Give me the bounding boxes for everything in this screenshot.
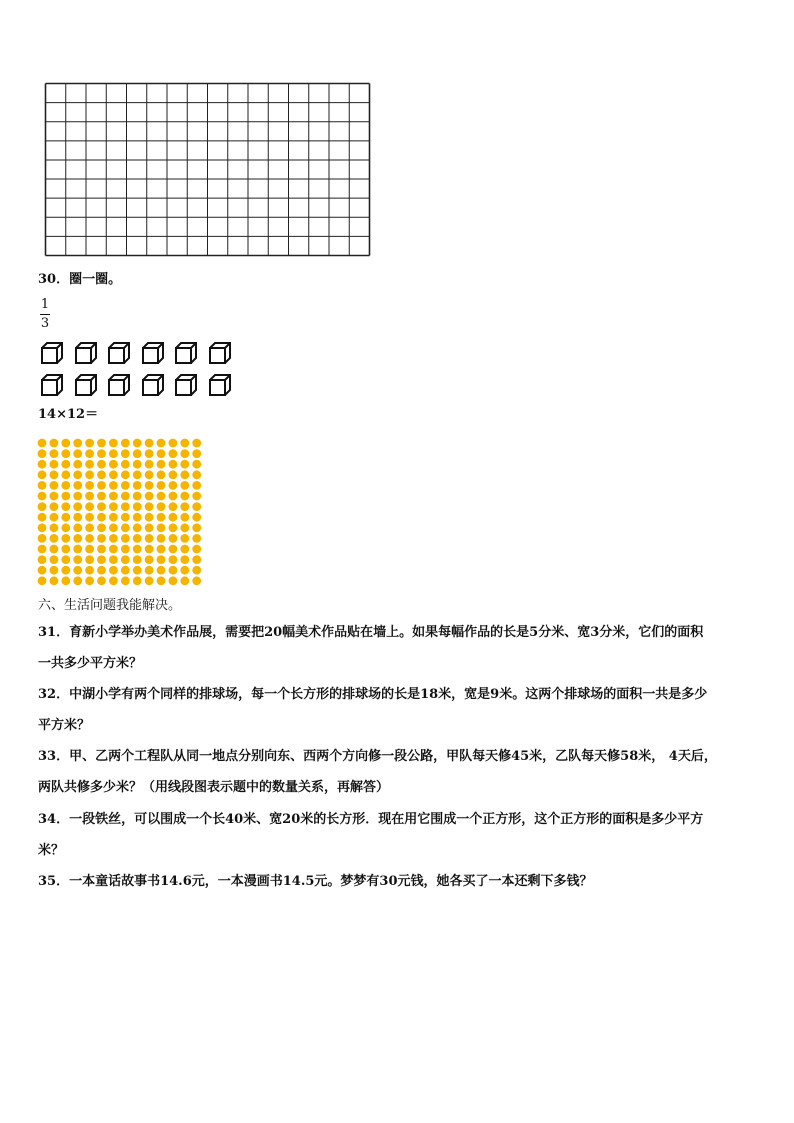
- cube-icon: [74, 341, 98, 365]
- question-32-line2: 平方米？: [38, 718, 91, 733]
- dot: [192, 534, 201, 543]
- dot: [192, 481, 201, 490]
- dot: [121, 439, 130, 448]
- dot: [157, 492, 166, 501]
- dot: [192, 523, 201, 532]
- dot: [97, 513, 106, 522]
- dot: [169, 481, 178, 490]
- dot: [192, 545, 201, 554]
- dot: [97, 555, 106, 564]
- dot: [73, 576, 82, 585]
- fraction-denominator: 3: [40, 316, 50, 331]
- section-6-heading: 六、生活问题我能解决。: [38, 598, 182, 613]
- dot: [97, 460, 106, 469]
- dot: [157, 576, 166, 585]
- dot: [61, 576, 70, 585]
- dot: [133, 566, 142, 575]
- dot: [121, 566, 130, 575]
- cube-icon: [141, 341, 165, 365]
- dot: [169, 545, 178, 554]
- dot: [50, 523, 59, 532]
- dot: [157, 460, 166, 469]
- dot: [180, 555, 189, 564]
- dot: [133, 439, 142, 448]
- dot: [61, 492, 70, 501]
- dot: [169, 439, 178, 448]
- dot: [61, 523, 70, 532]
- dot: [85, 502, 94, 511]
- dot: [97, 576, 106, 585]
- cube-icon: [208, 373, 232, 397]
- dot: [109, 470, 118, 479]
- dot: [73, 481, 82, 490]
- dot: [97, 534, 106, 543]
- dot: [73, 545, 82, 554]
- dot: [180, 513, 189, 522]
- dot: [180, 566, 189, 575]
- dot: [50, 576, 59, 585]
- dot: [121, 492, 130, 501]
- dot: [169, 449, 178, 458]
- dot: [61, 439, 70, 448]
- question-34-line1: 34．一段铁丝，可以围成一个长40米、宽20米的长方形．现在用它围成一个正方形，这个正方形的面积是多少平方: [38, 812, 704, 827]
- dot: [109, 439, 118, 448]
- dot: [121, 470, 130, 479]
- dot: [61, 449, 70, 458]
- dot: [85, 523, 94, 532]
- dot: [73, 523, 82, 532]
- dot: [50, 566, 59, 575]
- dot: [73, 566, 82, 575]
- dot: [192, 566, 201, 575]
- dot: [50, 449, 59, 458]
- dot: [180, 449, 189, 458]
- dot: [61, 481, 70, 490]
- dot: [145, 460, 154, 469]
- dot: [38, 555, 47, 564]
- dot: [50, 439, 59, 448]
- dot: [145, 481, 154, 490]
- dot: [97, 502, 106, 511]
- dot: [133, 460, 142, 469]
- dot: [157, 513, 166, 522]
- cube-icon: [174, 373, 198, 397]
- cube-icon: [107, 373, 131, 397]
- dot: [73, 439, 82, 448]
- multiplication-expression: 14×12＝: [38, 407, 99, 422]
- dot: [109, 534, 118, 543]
- dot: [85, 449, 94, 458]
- dot: [180, 545, 189, 554]
- dot: [133, 470, 142, 479]
- dot: [73, 460, 82, 469]
- dot: [121, 502, 130, 511]
- dot: [157, 545, 166, 554]
- dot: [133, 481, 142, 490]
- dot: [192, 555, 201, 564]
- dot: [38, 576, 47, 585]
- dot: [145, 566, 154, 575]
- dot: [50, 460, 59, 469]
- dot: [73, 492, 82, 501]
- dot: [61, 502, 70, 511]
- dot: [157, 523, 166, 532]
- dot: [157, 555, 166, 564]
- dot: [121, 523, 130, 532]
- dot: [192, 492, 201, 501]
- fraction-bar: [40, 314, 50, 315]
- dot: [157, 449, 166, 458]
- dot: [169, 460, 178, 469]
- dot: [61, 566, 70, 575]
- question-31-line2: 一共多少平方米？: [38, 656, 143, 671]
- question-31-line1: 31．育新小学举办美术作品展，需要把20幅美术作品贴在墙上。如果每幅作品的长是5分米、宽3分米，它们的面积: [38, 625, 704, 640]
- dot: [38, 460, 47, 469]
- dot: [133, 523, 142, 532]
- dot: [85, 460, 94, 469]
- dot: [121, 576, 130, 585]
- question-34-line2: 米？: [38, 843, 65, 858]
- dot: [85, 513, 94, 522]
- dot: [157, 534, 166, 543]
- dot: [121, 449, 130, 458]
- question-33-line1: 33．甲、乙两个工程队从同一地点分别向东、西两个方向修一段公路，甲队每天修45米，乙队每天修58米， 4天后，: [38, 749, 717, 764]
- dot: [169, 555, 178, 564]
- dot: [38, 566, 47, 575]
- dot: [169, 492, 178, 501]
- dot: [97, 492, 106, 501]
- dot: [85, 555, 94, 564]
- cube-icon: [40, 341, 64, 365]
- dot: [121, 534, 130, 543]
- dot: [50, 555, 59, 564]
- dot: [38, 545, 47, 554]
- dot: [145, 576, 154, 585]
- dot: [169, 523, 178, 532]
- dot: [192, 470, 201, 479]
- dot: [38, 481, 47, 490]
- question-35-line1: 35．一本童话故事书14.6元，一本漫画书14.5元。梦梦有30元钱，她各买了一本还剩下多钱？: [38, 874, 593, 889]
- dot: [145, 439, 154, 448]
- dot: [50, 470, 59, 479]
- dot: [169, 513, 178, 522]
- dot: [50, 502, 59, 511]
- dot: [73, 534, 82, 543]
- dot: [38, 523, 47, 532]
- dot: [73, 555, 82, 564]
- dot: [145, 545, 154, 554]
- dot: [157, 470, 166, 479]
- dot: [133, 534, 142, 543]
- dot: [145, 555, 154, 564]
- dot-array: [36, 437, 212, 587]
- dot: [169, 470, 178, 479]
- dot: [38, 492, 47, 501]
- dot: [73, 449, 82, 458]
- dot: [97, 566, 106, 575]
- question-30-label: 30．圈一圈。: [38, 272, 122, 287]
- dot: [192, 439, 201, 448]
- dot: [169, 502, 178, 511]
- dot: [192, 502, 201, 511]
- dot: [180, 523, 189, 532]
- dot: [133, 545, 142, 554]
- dot: [109, 492, 118, 501]
- dot: [109, 449, 118, 458]
- cube-icon: [74, 373, 98, 397]
- dot: [192, 449, 201, 458]
- dot: [145, 534, 154, 543]
- dot: [109, 523, 118, 532]
- dot: [133, 555, 142, 564]
- dot: [109, 555, 118, 564]
- dot: [192, 576, 201, 585]
- cube-icon: [141, 373, 165, 397]
- dot: [109, 566, 118, 575]
- dot: [121, 545, 130, 554]
- dot: [85, 481, 94, 490]
- dot: [133, 492, 142, 501]
- dot: [85, 534, 94, 543]
- cube-icon: [208, 341, 232, 365]
- dot: [157, 566, 166, 575]
- dot: [145, 449, 154, 458]
- dot: [61, 555, 70, 564]
- dot: [121, 555, 130, 564]
- dot: [180, 470, 189, 479]
- dot: [73, 502, 82, 511]
- dot: [38, 513, 47, 522]
- cube-icon: [174, 341, 198, 365]
- cube-icon: [107, 341, 131, 365]
- dot: [157, 481, 166, 490]
- dot: [145, 492, 154, 501]
- dot: [50, 492, 59, 501]
- dot: [61, 534, 70, 543]
- dot: [109, 513, 118, 522]
- dot: [180, 492, 189, 501]
- dot: [192, 460, 201, 469]
- dot: [50, 534, 59, 543]
- dot: [109, 502, 118, 511]
- dot: [85, 545, 94, 554]
- dot: [61, 470, 70, 479]
- dot: [61, 545, 70, 554]
- dot: [61, 513, 70, 522]
- dot: [133, 502, 142, 511]
- dot: [192, 513, 201, 522]
- dot: [157, 502, 166, 511]
- question-33-line2: 两队共修多少米？（用线段图表示题中的数量关系，再解答）: [38, 780, 390, 795]
- dot: [180, 502, 189, 511]
- dot: [50, 545, 59, 554]
- dot: [180, 481, 189, 490]
- square-grid: [44, 82, 372, 258]
- dot: [180, 460, 189, 469]
- dot: [97, 523, 106, 532]
- dot: [133, 449, 142, 458]
- dot: [97, 545, 106, 554]
- dot: [180, 439, 189, 448]
- dot: [97, 439, 106, 448]
- dot: [38, 502, 47, 511]
- dot: [121, 513, 130, 522]
- dot: [121, 460, 130, 469]
- dot: [133, 513, 142, 522]
- dot: [97, 481, 106, 490]
- dot: [109, 481, 118, 490]
- dot: [109, 576, 118, 585]
- dot: [121, 481, 130, 490]
- dot: [109, 545, 118, 554]
- dot: [145, 513, 154, 522]
- fraction-one-third: [38, 297, 52, 332]
- dot: [97, 449, 106, 458]
- question-32-line1: 32．中湖小学有两个同样的排球场，每一个长方形的排球场的长是18米，宽是9米。这两个排球场的面积一共是多少: [38, 687, 708, 702]
- dot: [73, 513, 82, 522]
- dot: [38, 470, 47, 479]
- dot: [85, 576, 94, 585]
- dot: [97, 470, 106, 479]
- dot: [61, 460, 70, 469]
- dot: [50, 481, 59, 490]
- dot: [180, 576, 189, 585]
- dot: [85, 439, 94, 448]
- dot: [85, 566, 94, 575]
- dot: [180, 534, 189, 543]
- dot: [38, 449, 47, 458]
- dot: [169, 566, 178, 575]
- dot: [73, 470, 82, 479]
- dot: [85, 492, 94, 501]
- dot: [169, 576, 178, 585]
- dot: [38, 534, 47, 543]
- dot: [50, 513, 59, 522]
- dot: [169, 534, 178, 543]
- dot: [38, 439, 47, 448]
- fraction-numerator: 1: [40, 297, 50, 312]
- dot: [157, 439, 166, 448]
- dot: [85, 470, 94, 479]
- dot: [145, 523, 154, 532]
- dot: [109, 460, 118, 469]
- dot: [145, 470, 154, 479]
- cube-icon: [40, 373, 64, 397]
- dot: [133, 576, 142, 585]
- dot: [145, 502, 154, 511]
